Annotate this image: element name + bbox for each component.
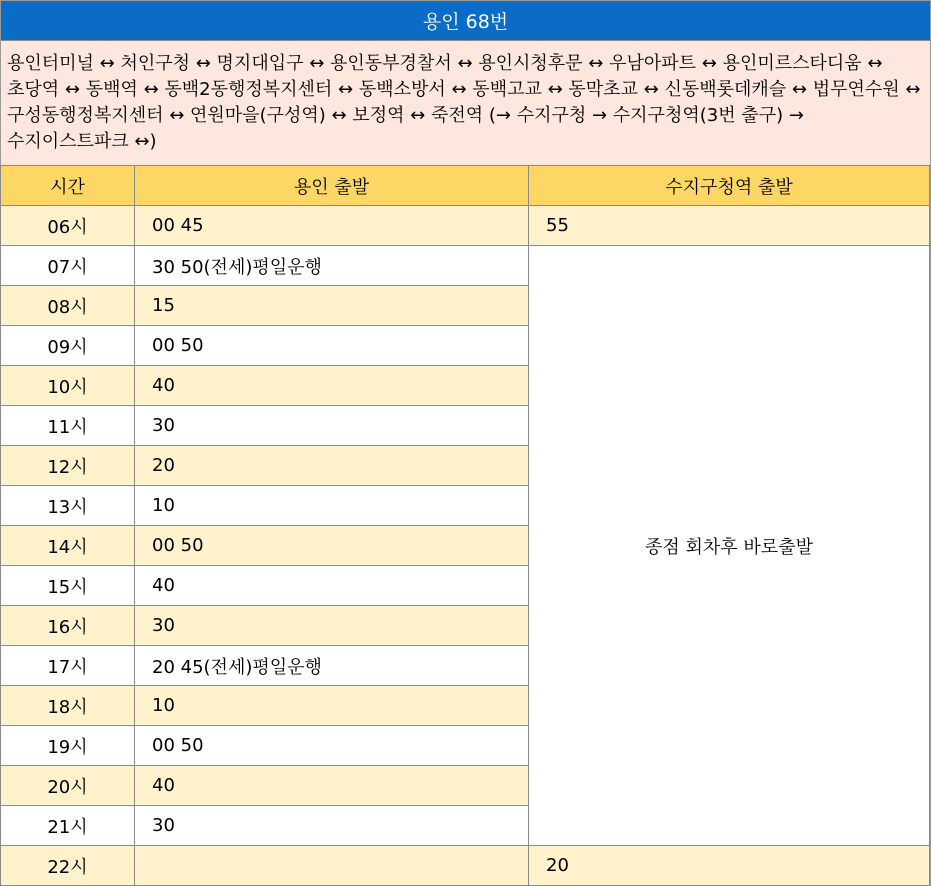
yongin-departure-cell: 10 (135, 686, 529, 726)
hour-cell: 12시 (1, 446, 135, 486)
hour-cell: 19시 (1, 726, 135, 766)
suji-departure-cell: 20 (529, 846, 930, 886)
hour-cell: 13시 (1, 486, 135, 526)
yongin-departure-cell (135, 846, 529, 886)
yongin-departure-cell: 00 45 (135, 206, 529, 246)
hour-cell: 17시 (1, 646, 135, 686)
yongin-departure-cell: 40 (135, 566, 529, 606)
timetable (0, 165, 930, 886)
hour-header: 시간 (1, 166, 135, 206)
suji-merged-note: 종점 회차후 바로출발 (529, 246, 930, 846)
hour-cell: 09시 (1, 326, 135, 366)
hour-cell: 16시 (1, 606, 135, 646)
route-description: 용인터미널 ↔ 처인구청 ↔ 명지대입구 ↔ 용인동부경찰서 ↔ 용인시청후문 ↔ 우남아파트 ↔ 용인미르스타디움 ↔ 초당역 ↔ 동백역 ↔ 동백2동행정복지센터 ↔ 동백소방서 ↔ 동백고교 ↔ 동막초교 ↔ 신동백롯데캐슬 ↔ 법무연수원 ↔ 구성동행정복지센터 ↔ 연원마을(구성역) ↔ 보정역 ↔ 죽전역 (→ 수지구청 → 수지구청역(3번 출구) → 수지이스트파크 ↔) (1, 41, 930, 166)
yongin-departure-cell: 00 50 (135, 326, 529, 366)
hour-cell: 22시 (1, 846, 135, 886)
yongin-departure-cell: 40 (135, 766, 529, 806)
yongin-departure-cell: 15 (135, 286, 529, 326)
hour-cell: 10시 (1, 366, 135, 406)
hour-cell: 20시 (1, 766, 135, 806)
hour-cell: 07시 (1, 246, 135, 286)
yongin-departure-cell: 30 (135, 406, 529, 446)
hour-cell: 18시 (1, 686, 135, 726)
hour-cell: 06시 (1, 206, 135, 246)
yongin-departure-header: 용인 출발 (135, 166, 529, 206)
hour-cell: 11시 (1, 406, 135, 446)
yongin-departure-cell: 30 (135, 606, 529, 646)
yongin-departure-cell: 00 50 (135, 726, 529, 766)
yongin-departure-cell: 10 (135, 486, 529, 526)
hour-cell: 08시 (1, 286, 135, 326)
header-row (1, 166, 930, 206)
yongin-departure-cell: 30 (135, 806, 529, 846)
suji-departure-header: 수지구청역 출발 (529, 166, 930, 206)
yongin-departure-cell: 00 50 (135, 526, 529, 566)
hour-cell: 15시 (1, 566, 135, 606)
hour-cell: 14시 (1, 526, 135, 566)
yongin-departure-cell: 20 (135, 446, 529, 486)
page-title: 용인 68번 (1, 1, 930, 41)
yongin-departure-cell: 20 45(전세)평일운행 (135, 646, 529, 686)
table-row (1, 846, 930, 886)
yongin-departure-cell: 30 50(전세)평일운행 (135, 246, 529, 286)
table-row (1, 246, 930, 286)
yongin-departure-cell: 40 (135, 366, 529, 406)
hour-cell: 21시 (1, 806, 135, 846)
suji-departure-cell: 55 (529, 206, 930, 246)
table-row (1, 206, 930, 246)
